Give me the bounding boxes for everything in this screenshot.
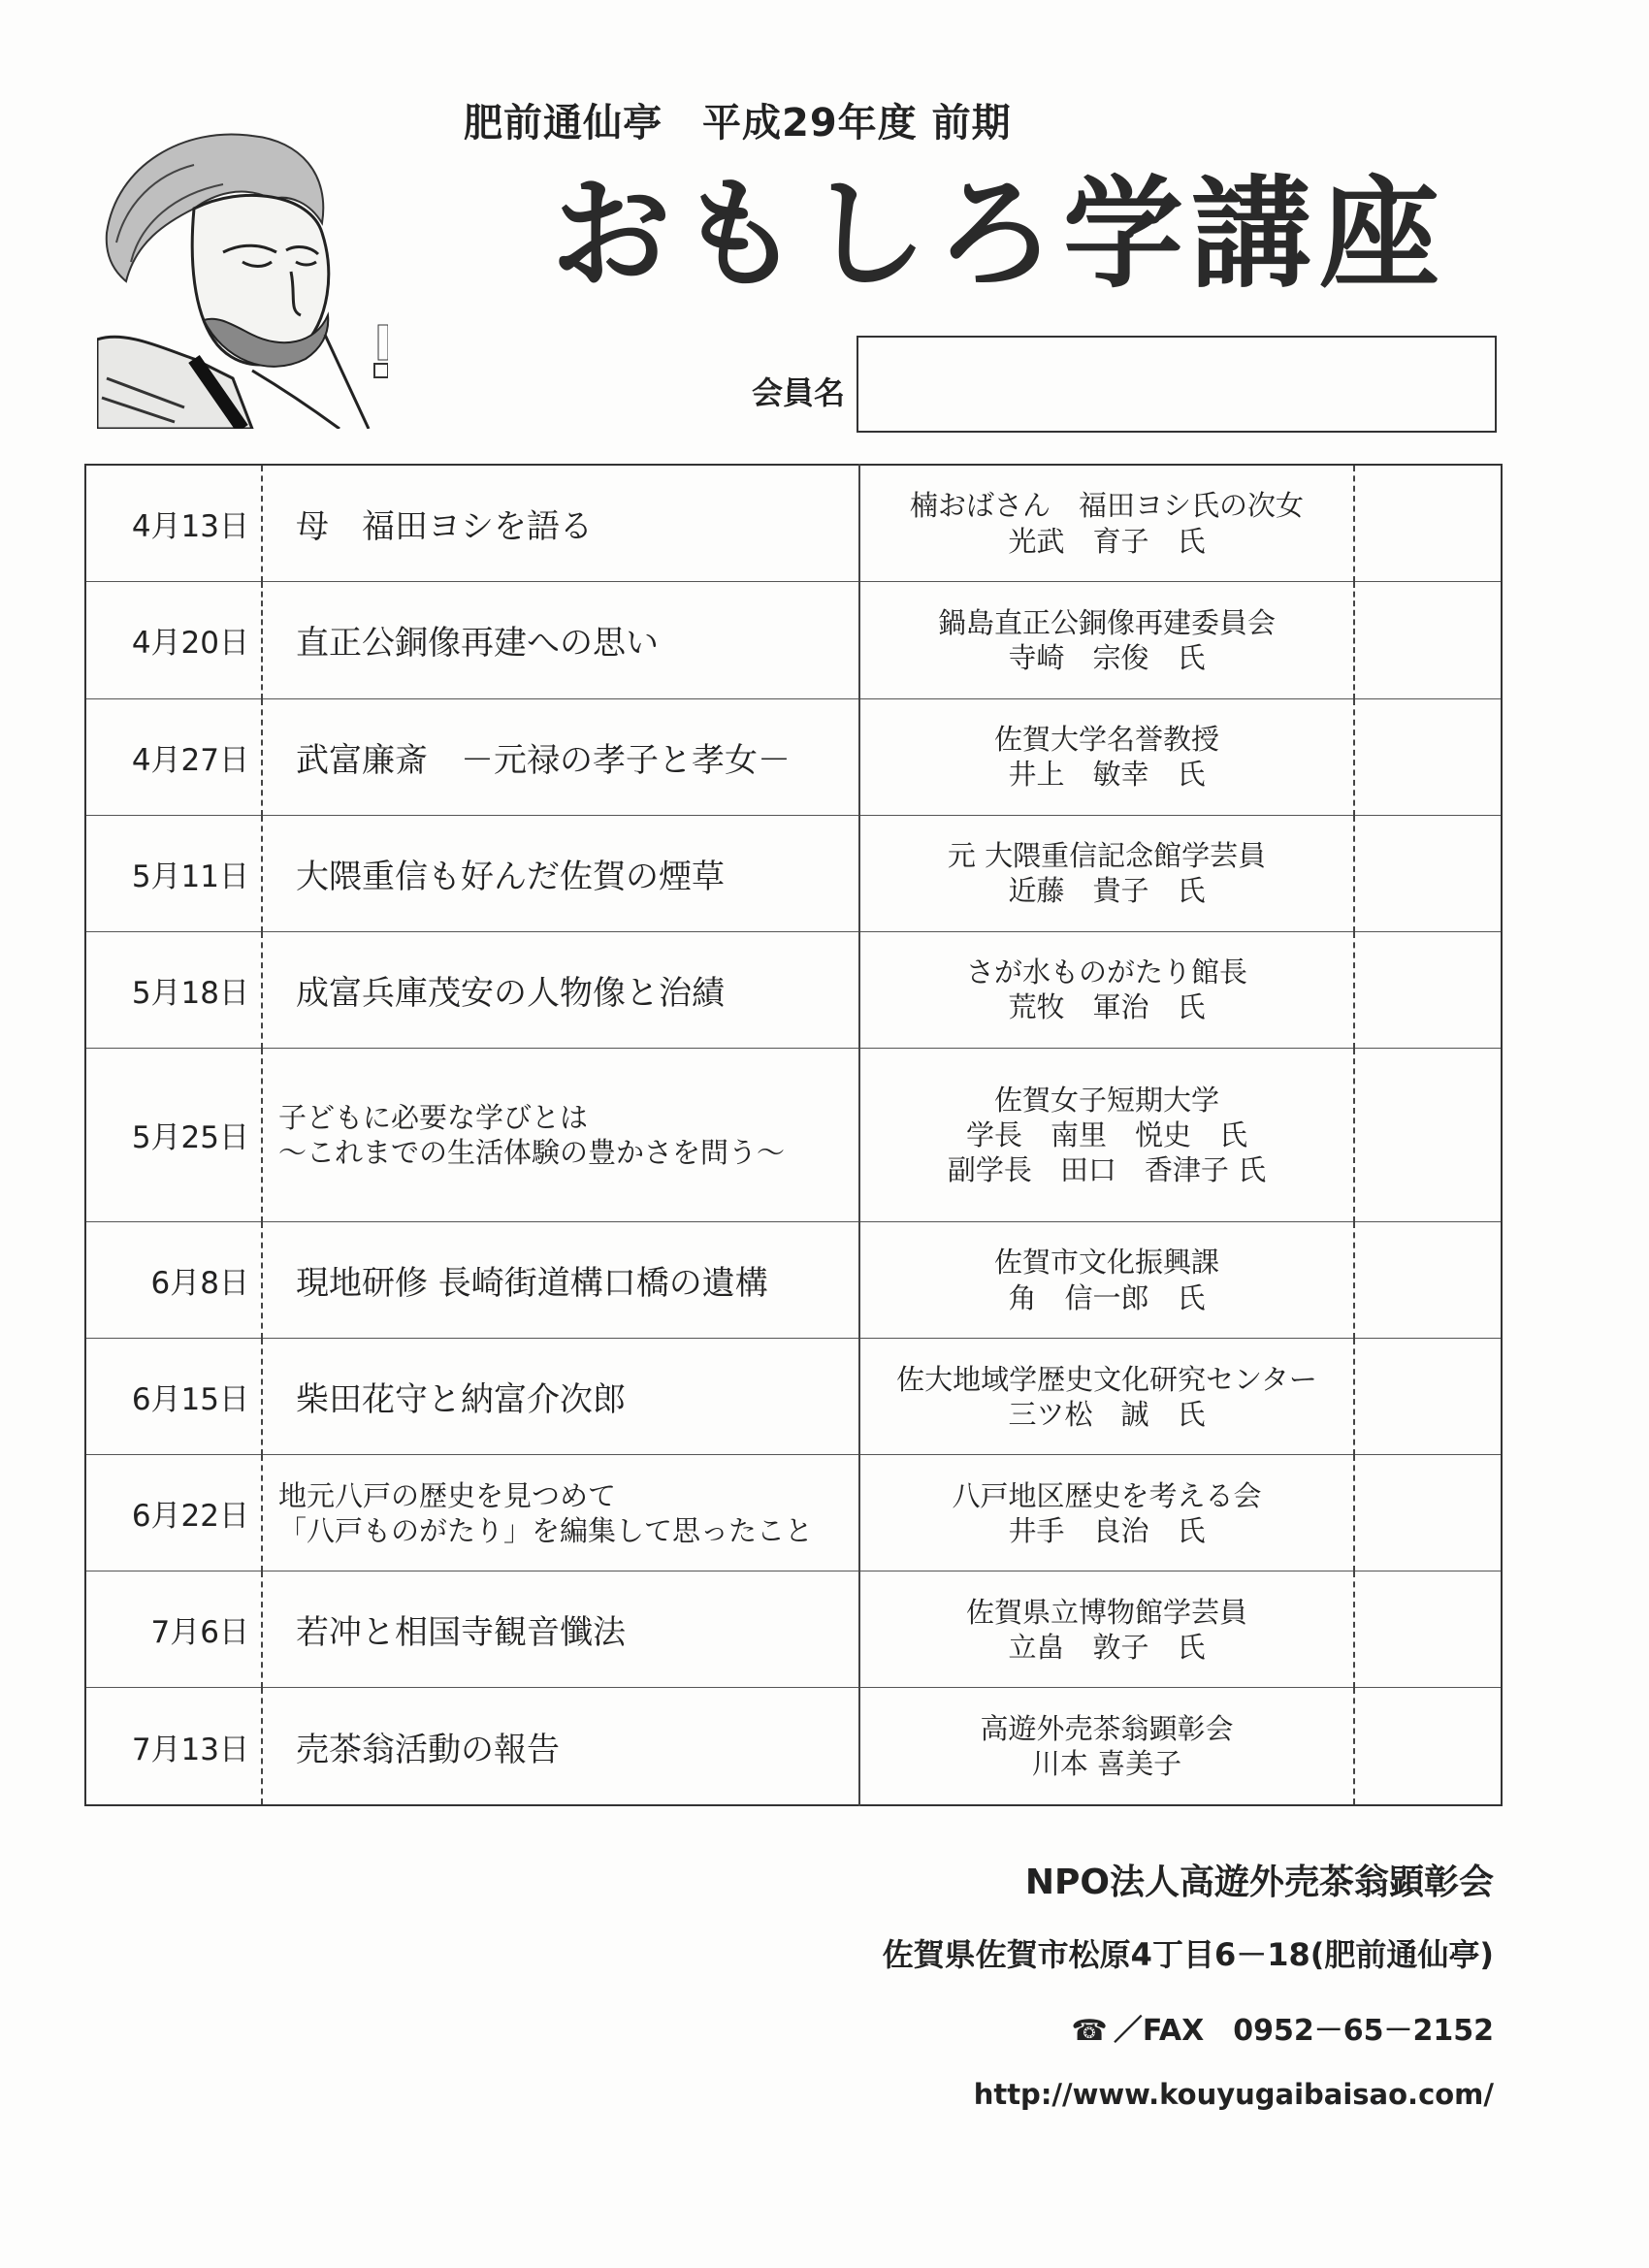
lecture-date: 4月13日 [85,465,262,582]
attendance-check-cell[interactable] [1354,815,1502,931]
portrait-illustration [97,116,388,429]
lecturer-line: 佐賀県立博物館学芸員 [965,1595,1247,1629]
lecture-title-line: 若冲と相国寺観音懺法 [296,1613,626,1653]
lecturer [859,698,1354,815]
attendance-check-cell[interactable] [1354,1455,1502,1571]
member-name-field[interactable] [857,336,1497,433]
table-row [85,698,1502,815]
table-row [85,815,1502,931]
attendance-check-cell[interactable] [1354,1688,1502,1805]
lecture-title-line: 成富兵庫茂安の人物像と治績 [296,973,725,1013]
lecturer-line: 学長 南里 悦史 氏 [965,1118,1247,1151]
schedule-table [84,464,1503,1806]
attendance-check-cell[interactable] [1354,1222,1502,1339]
lecturer [859,1222,1354,1339]
lecture-title-line: 子どもに必要な学びとは [278,1100,589,1134]
attendance-check-cell[interactable] [1354,1048,1502,1221]
lecturer-line: 井手 良治 氏 [1008,1513,1206,1547]
lecturer [859,931,1354,1048]
lecturer-line: 元 大隈重信記念館学芸員 [947,838,1267,872]
lecturer-line: 佐賀市文化振興課 [993,1246,1219,1280]
lecture-title [262,1455,859,1571]
lecturer [859,1688,1354,1805]
lecturer-line: 鍋島直正公銅像再建委員会 [937,605,1276,639]
lecture-date: 6月22日 [85,1455,262,1571]
lecturer-line: 寺崎 宗俊 氏 [1008,640,1206,674]
table-row [85,1222,1502,1339]
lecture-title [262,931,859,1048]
lecturer-line: 三ツ松 誠 氏 [1008,1397,1206,1431]
lecturer-line: 光武 育子 氏 [1008,524,1206,558]
lecturer-line: さが水ものがたり館長 [965,955,1247,988]
lecture-date: 6月15日 [85,1339,262,1455]
lecture-date: 4月20日 [85,582,262,698]
lecture-title-line: 地元八戸の歴史を見つめて [278,1478,617,1512]
lecture-title-line: 柴田花守と納富介次郎 [296,1380,626,1420]
lecture-date: 5月18日 [85,931,262,1048]
lecturer-line: 角 信一郎 氏 [1008,1280,1206,1314]
lecture-title [262,1339,859,1455]
table-row [85,465,1502,582]
lecturer-line: 立畠 敦子 氏 [1008,1630,1206,1664]
table-row [85,1048,1502,1221]
attendance-check-cell[interactable] [1354,1339,1502,1455]
lecture-title-line: 売茶翁活動の報告 [296,1730,560,1769]
lecture-date: 6月8日 [85,1222,262,1339]
lecture-date: 7月13日 [85,1688,262,1805]
organization-address: 佐賀県佐賀市松原4丁目6－18(肥前通仙亭) [882,1936,1494,1973]
lecture-date: 5月25日 [85,1048,262,1221]
website-url[interactable]: http://www.kouyugaibaisao.com/ [973,2078,1494,2111]
table-row [85,582,1502,698]
lecture-title [262,1571,859,1688]
table-row [85,931,1502,1048]
lecturer-line: 佐大地域学歴史文化研究センター [896,1362,1317,1396]
attendance-check-cell[interactable] [1354,698,1502,815]
lecturer [859,1571,1354,1688]
lecture-title [262,698,859,815]
lecturer [859,1339,1354,1455]
lecture-date: 4月27日 [85,698,262,815]
lecturer [859,465,1354,582]
lecture-title-line: 武富廉斎 －元禄の孝子と孝女－ [296,740,791,780]
lecturer-line: 副学長 田口 香津子 氏 [947,1153,1267,1187]
lecturer-line: 佐賀大学名誉教授 [993,722,1219,756]
lecture-title [262,465,859,582]
lecturer-line: 近藤 貴子 氏 [1008,874,1206,908]
page-title: おもしろ学講座 [551,165,1448,305]
lecturer [859,1455,1354,1571]
table-row [85,1339,1502,1455]
lecturer-line: 佐賀女子短期大学 [993,1083,1219,1117]
organization-name: NPO法人高遊外売茶翁顕彰会 [1024,1863,1494,1902]
lecture-date: 5月11日 [85,815,262,931]
attendance-check-cell[interactable] [1354,582,1502,698]
lecture-title-line: 「八戸ものがたり」を編集して思ったこと [278,1513,814,1547]
lecturer-line: 楠おばさん 福田ヨシ氏の次女 [909,489,1304,523]
table-row [85,1688,1502,1805]
lecture-title [262,582,859,698]
table-row [85,1455,1502,1571]
page-subtitle: 肥前通仙亭 平成29年度 前期 [464,101,1012,146]
lecturer-line: 川本 喜美子 [1031,1747,1182,1781]
attendance-check-cell[interactable] [1354,931,1502,1048]
lecturer-line: 荒牧 軍治 氏 [1008,990,1206,1024]
lecture-title [262,815,859,931]
lecture-title [262,1048,859,1221]
member-name-label: 会員名 [752,374,846,411]
attendance-check-cell[interactable] [1354,465,1502,582]
lecture-title-line: 母 福田ヨシを語る [296,507,593,547]
lecture-title [262,1222,859,1339]
lecturer-line: 八戸地区歴史を考える会 [952,1478,1262,1512]
lecture-title-line: ～これまでの生活体験の豊かさを問う～ [278,1135,786,1169]
lecture-title [262,1688,859,1805]
lecturer-line: 井上 敏幸 氏 [1008,758,1206,792]
lecturer [859,1048,1354,1221]
attendance-check-cell[interactable] [1354,1571,1502,1688]
phone-fax-number: ／FAX 0952－65－2152 [1113,2014,1494,2048]
lecturer [859,582,1354,698]
phone-icon: ☎ [1071,2014,1108,2048]
lecture-title-line: 直正公銅像再建への思い [296,624,659,664]
table-row [85,1571,1502,1688]
lecture-title-line: 大隈重信も好んだ佐賀の煙草 [296,857,725,896]
contact-phone-fax [1071,2006,1494,2049]
lecturer-line: 高遊外売茶翁顕彰会 [980,1711,1234,1745]
lecturer [859,815,1354,931]
lecture-date: 7月6日 [85,1571,262,1688]
lecture-title-line: 現地研修 長崎街道構口橋の遺構 [296,1264,768,1304]
